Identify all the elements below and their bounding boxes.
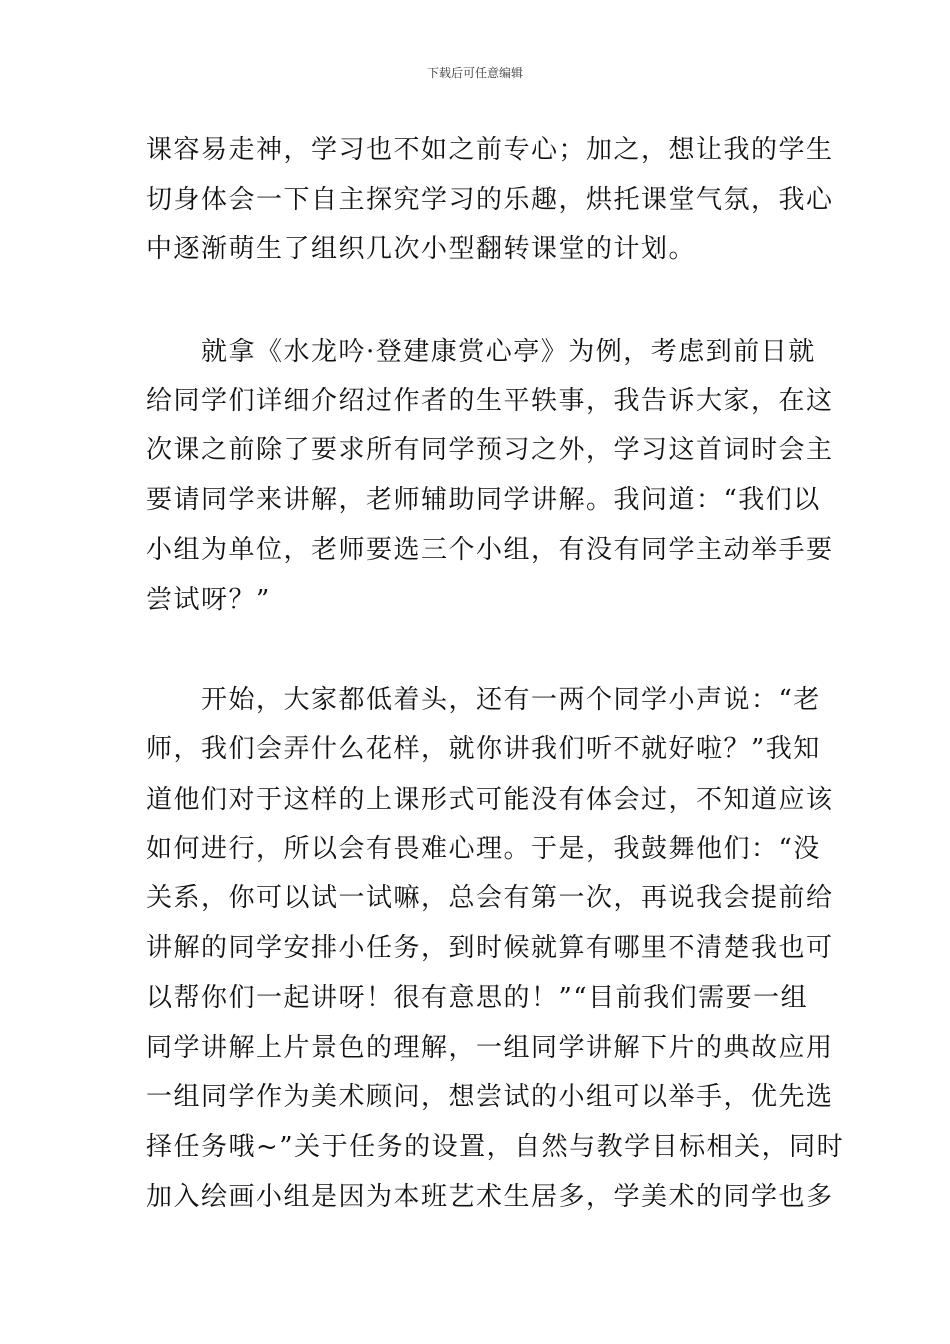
- text-line: 要请同学来讲解，老师辅助同学讲解。我问道：“我们以: [146, 485, 821, 515]
- text-line: 次课之前除了要求所有同学预习之外，学习这首词时会主: [146, 435, 834, 465]
- text-line: 加入绘画小组是因为本班艺术生居多，学美术的同学也多: [146, 1182, 834, 1212]
- text-line: 道他们对于这样的上课形式可能没有体会过，不知道应该: [146, 785, 834, 815]
- text-line: 讲解的同学安排小任务，到时候就算有哪里不清楚我也可: [146, 933, 834, 963]
- text-line: 一组同学作为美术顾问，想尝试的小组可以举手，优先选: [146, 1082, 834, 1112]
- text-line: 就拿《水龙吟·登建康赏心亭》为例，考虑到前日就: [146, 337, 816, 367]
- text-line: 同学讲解上片景色的理解，一组同学讲解下片的典故应用: [146, 1033, 834, 1063]
- page-header: 下载后可任意编辑: [426, 66, 523, 80]
- text-line: 开始，大家都低着头，还有一两个同学小声说：“老: [146, 685, 821, 715]
- text-line: 中逐渐萌生了组织几次小型翻转课堂的计划。: [146, 234, 697, 264]
- text-line: 如何进行，所以会有畏难心理。于是，我鼓舞他们：“没: [146, 834, 821, 864]
- text-line: 切身体会一下自主探究学习的乐趣，烘托课堂气氛，我心: [146, 185, 834, 215]
- text-line: 师，我们会弄什么花样，就你讲我们听不就好啦？”我知: [146, 734, 821, 764]
- text-line: 关系，你可以试一试嘛，总会有第一次，再说我会提前给: [146, 883, 834, 913]
- text-line: 小组为单位，老师要选三个小组，有没有同学主动举手要: [146, 535, 834, 565]
- text-line: 尝试呀？”: [146, 585, 271, 615]
- text-line: 以帮你们一起讲呀！很有意思的！”“目前我们需要一组: [146, 983, 809, 1013]
- text-line: 课容易走神，学习也不如之前专心；加之，想让我的学生: [146, 135, 834, 165]
- text-line: 择任务哦~”关于任务的设置，自然与教学目标相关，同时: [146, 1132, 845, 1162]
- text-line: 给同学们详细介绍过作者的生平轶事，我告诉大家，在这: [146, 386, 834, 416]
